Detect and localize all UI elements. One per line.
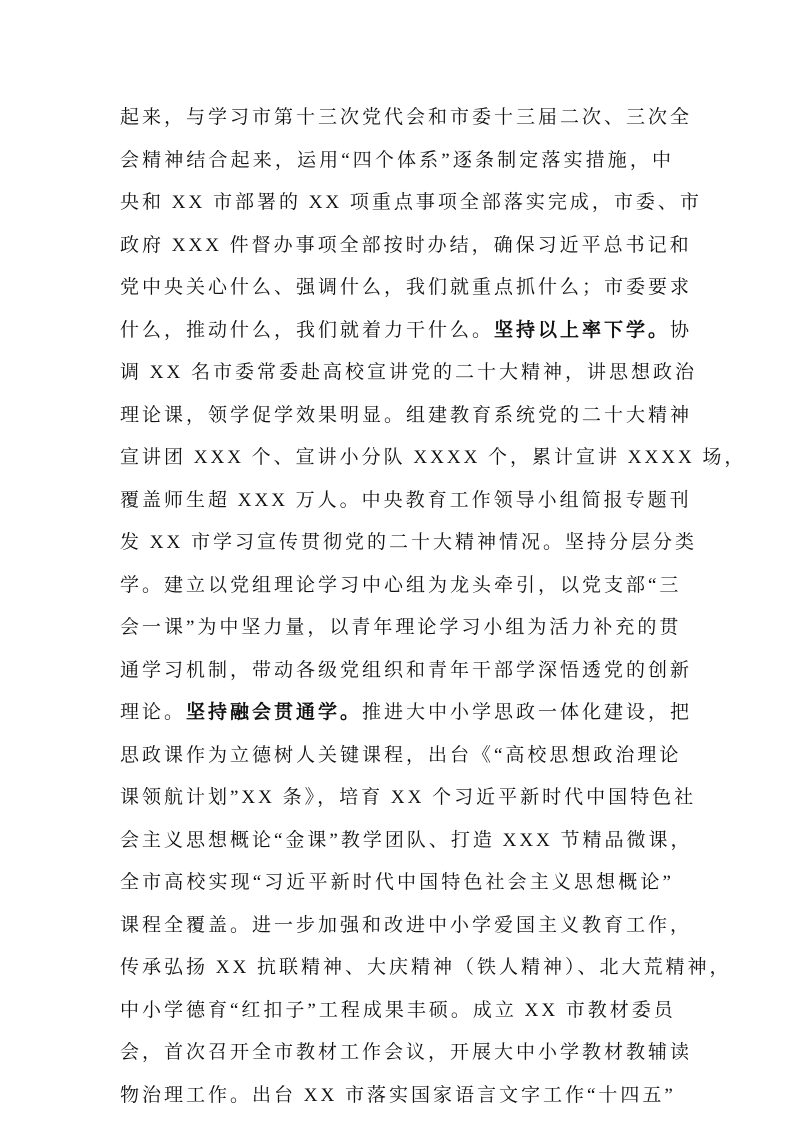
text-line bbox=[120, 862, 674, 905]
body-text: 物治理工作。出台 XX 市落实国家语言文字工作“十四五” bbox=[120, 1084, 676, 1106]
body-text: 推进大中小学思政一体化建设，把 bbox=[362, 702, 693, 723]
body-text: 起来，与学习市第十三次党代会和市委十三届二次、三次全 bbox=[120, 107, 693, 128]
text-line bbox=[120, 820, 693, 863]
body-text: 全市高校实现“习近平新时代中国特色社会主义思想概论” bbox=[120, 872, 674, 893]
text-line bbox=[120, 225, 692, 268]
bold-heading-text: 坚持以上率下学。 bbox=[494, 319, 671, 341]
body-text: 会主义思想概论“金课”教学团队、打造 XXX 节精品微课， bbox=[120, 829, 693, 851]
text-line bbox=[120, 905, 693, 948]
body-text: 传承弘扬 XX 抗联精神、大庆精神（铁人精神）、北大荒精神， bbox=[120, 957, 732, 978]
body-text: 理论课，领学促学效果明显。组建教育系统党的二十大精神 bbox=[120, 404, 693, 426]
body-text: 协 bbox=[670, 319, 693, 341]
text-line bbox=[120, 1075, 674, 1118]
body-text: 会一课”为中坚力量，以青年理论学习小组为活力补充的贯 bbox=[120, 617, 682, 638]
body-text: 中小学德育“红扣子”工程成果丰硕。成立 XX 市教材委员 bbox=[120, 999, 676, 1021]
document-body bbox=[120, 97, 747, 1117]
body-text: 思政课作为立德树人关键课程，出台《“高校思想政治理论 bbox=[120, 744, 682, 766]
text-line bbox=[120, 735, 682, 778]
text-line bbox=[120, 182, 702, 225]
body-text: 学。建立以党组理论学习中心组为龙头牵引，以党支部“三 bbox=[120, 574, 682, 596]
bold-heading-text: 坚持融会贯通学。 bbox=[186, 702, 363, 723]
body-text: 宣讲团 XXX 个、宣讲小分队 XXXX 个，累计宣讲 XXXX 场， bbox=[120, 447, 747, 468]
text-line bbox=[120, 140, 674, 183]
body-text: 通学习机制，带动各级党组织和青年干部学深悟透党的创新 bbox=[120, 659, 693, 681]
text-line bbox=[120, 395, 693, 438]
text-line bbox=[120, 480, 692, 523]
body-text: 覆盖师生超 XXX 万人。中央教育工作领导小组简报专题刊 bbox=[120, 489, 692, 511]
body-text: 党中央关心什么、强调什么，我们就重点抓什么；市委要求 bbox=[120, 277, 693, 298]
text-line bbox=[120, 650, 693, 693]
text-line bbox=[120, 1032, 693, 1075]
body-text: 政府 XXX 件督办事项全部按时办结，确保习近平总书记和 bbox=[120, 234, 692, 256]
body-text: 发 XX 市学习宣传贯彻党的二十大精神情况。坚持分层分类 bbox=[120, 532, 697, 553]
body-text: 什么，推动什么，我们就着力干什么。 bbox=[120, 319, 495, 341]
text-line bbox=[120, 947, 732, 990]
body-text: 会，首次召开全市教材工作会议，开展大中小学教材教辅读 bbox=[120, 1042, 693, 1063]
text-line bbox=[120, 565, 682, 608]
body-text: 课领航计划”XX 条》，培育 XX 个习近平新时代中国特色社 bbox=[120, 787, 697, 808]
body-text: 课程全覆盖。进一步加强和改进中小学爱国主义教育工作， bbox=[120, 914, 693, 936]
text-line bbox=[120, 692, 693, 735]
text-line bbox=[120, 990, 674, 1033]
text-line bbox=[120, 352, 697, 395]
text-line bbox=[120, 607, 682, 650]
body-text: 理论。 bbox=[120, 702, 187, 723]
text-line bbox=[120, 310, 693, 353]
text-line bbox=[120, 97, 693, 140]
text-line bbox=[120, 437, 747, 480]
text-line bbox=[120, 777, 697, 820]
body-text: 调 XX 名市委常委赴高校宣讲党的二十大精神，讲思想政治 bbox=[120, 362, 697, 383]
text-line bbox=[120, 267, 693, 310]
text-line bbox=[120, 522, 697, 565]
body-text: 央和 XX 市部署的 XX 项重点事项全部落实完成，市委、市 bbox=[120, 192, 702, 213]
body-text: 会精神结合起来，运用“四个体系”逐条制定落实措施，中 bbox=[120, 149, 674, 171]
